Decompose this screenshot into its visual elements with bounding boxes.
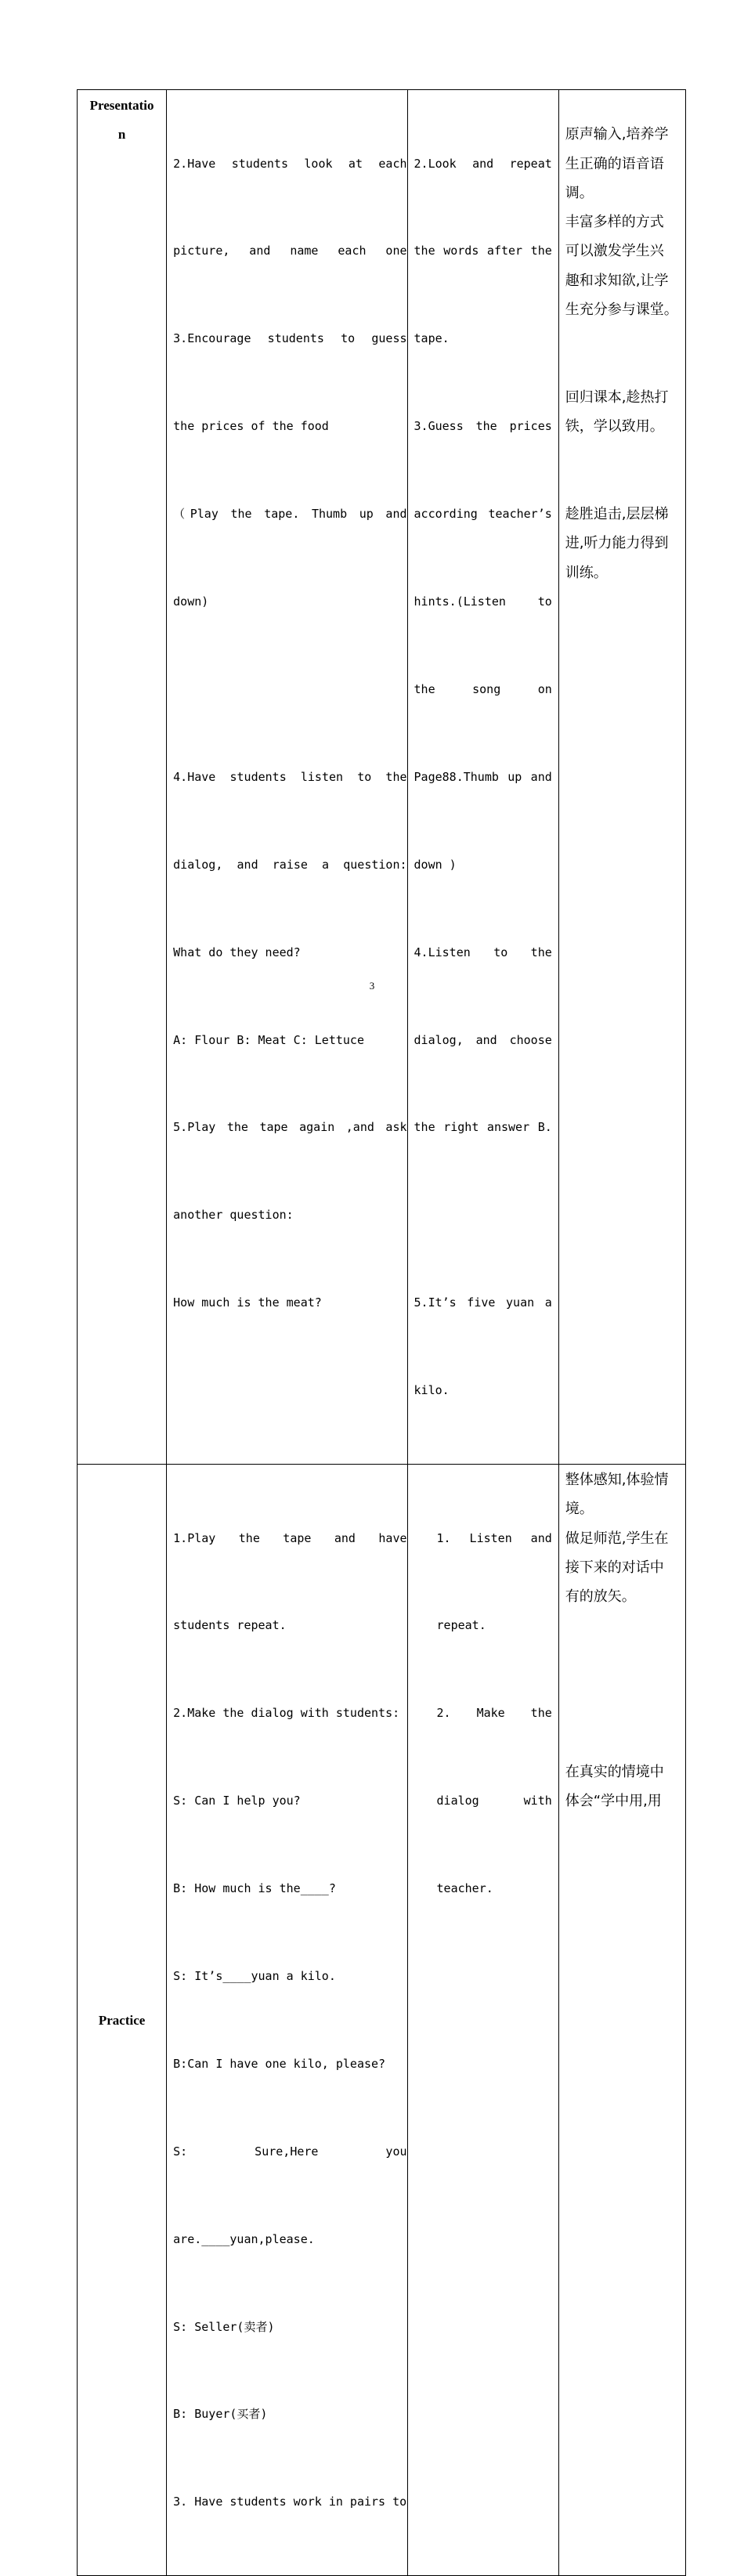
teacher-line: 1.Play the tape and have xyxy=(173,1530,407,1545)
teacher-line xyxy=(173,675,406,704)
purpose-line: 趁胜追击,层层梯 xyxy=(565,506,669,523)
purpose-line: 趣和求知欲,让学 xyxy=(565,272,669,289)
purpose-line xyxy=(565,1611,685,1640)
student-line: 2. Make the xyxy=(436,1706,552,1721)
student-line: repeat. xyxy=(436,1618,486,1633)
student-line: tape. xyxy=(414,331,450,346)
table-row-practice xyxy=(78,1464,686,2575)
student-activity-cell xyxy=(407,90,558,1465)
student-line: 5.It’s five yuan a xyxy=(414,1295,552,1310)
student-line: down ) xyxy=(414,857,457,872)
purpose-line: 境。 xyxy=(565,1501,594,1518)
stage-cell-presentation xyxy=(78,90,167,1465)
teacher-line: the prices of the food xyxy=(173,419,329,434)
student-line: dialog with xyxy=(436,1794,552,1808)
teacher-line: S: Can I help you? xyxy=(173,1794,301,1808)
purpose-line: 进,听力能力得到 xyxy=(565,535,669,552)
table-row-presentation xyxy=(78,90,686,1465)
teacher-line: A: Flour B: Meat C: Lettuce xyxy=(173,1032,364,1047)
stage-label-line: Presentatio xyxy=(89,98,154,113)
purpose-line: 可以激发学生兴 xyxy=(565,243,664,260)
purpose-line: 接下来的对话中 xyxy=(565,1559,664,1576)
student-line: the words after the xyxy=(414,244,552,258)
student-line xyxy=(414,1201,552,1230)
stage-label-line: n xyxy=(117,127,126,142)
student-line: dialog, and choose xyxy=(414,1032,552,1047)
student-line: the right answer B. xyxy=(414,1120,552,1135)
teacher-line: down) xyxy=(173,594,209,609)
student-activity-cell xyxy=(407,1464,558,2575)
purpose-line: 铁，学以致用。 xyxy=(565,418,664,435)
purpose-line: 体会“学中用,用 xyxy=(565,1793,662,1810)
teacher-line: picture, and name each one xyxy=(173,244,407,258)
student-line: teacher. xyxy=(436,1881,493,1896)
teacher-line: （Play the tape. Thumb up and xyxy=(173,507,407,522)
teacher-line: S: Seller(卖者) xyxy=(173,2319,275,2334)
teacher-line: How much is the meat? xyxy=(173,1295,322,1310)
teacher-line: 2.Have students look at each xyxy=(173,156,407,171)
teacher-line: students repeat. xyxy=(173,1618,287,1633)
teacher-line: 3.Encourage students to guess xyxy=(173,331,407,346)
teacher-line: B:Can I have one kilo, please? xyxy=(173,2056,386,2071)
teacher-line: S: Sure,Here you xyxy=(173,2144,407,2159)
teacher-line: What do they need? xyxy=(173,945,301,959)
purpose-line xyxy=(565,471,685,500)
purpose-line: 生正确的语音语 xyxy=(565,155,664,172)
student-line: 2.Look and repeat xyxy=(414,156,552,171)
student-line: kilo. xyxy=(414,1383,450,1398)
student-line: Page88.Thumb up and xyxy=(414,769,552,784)
stage-label-line: Practice xyxy=(98,2012,146,2028)
teacher-line: B: How much is the____? xyxy=(173,1881,336,1896)
stage-cell-practice xyxy=(78,1464,167,2575)
purpose-line xyxy=(565,442,685,471)
purpose-cell xyxy=(558,90,685,1465)
student-line: 4.Listen to the xyxy=(414,945,552,959)
teacher-activity-cell xyxy=(167,1464,407,2575)
student-line: 1. Listen and xyxy=(436,1530,552,1545)
teacher-activity-cell xyxy=(167,90,407,1465)
purpose-line xyxy=(565,324,685,353)
purpose-line: 训练。 xyxy=(565,564,608,581)
purpose-line: 丰富多样的方式 xyxy=(565,214,664,231)
purpose-line: 回归课本,趁热打 xyxy=(565,388,669,406)
teacher-line: B: Buyer(买者) xyxy=(173,2407,268,2422)
lesson-plan-table xyxy=(77,89,686,2576)
teacher-line: 2.Make the dialog with students: xyxy=(173,1706,400,1721)
teacher-line: 3. Have students work in pairs to xyxy=(173,2495,407,2509)
student-line: according teacher’s xyxy=(414,507,552,522)
teacher-line: S: It’s____yuan a kilo. xyxy=(173,1969,336,1983)
purpose-line: 生充分参与课堂。 xyxy=(565,302,678,319)
page-number: 3 xyxy=(369,980,375,992)
purpose-line: 在真实的情境中 xyxy=(565,1763,664,1780)
purpose-line: 整体感知,体验情 xyxy=(565,1471,669,1488)
purpose-line: 原声输入,培养学 xyxy=(565,126,669,143)
student-line: hints.(Listen to xyxy=(414,594,552,609)
purpose-line xyxy=(565,1729,685,1758)
student-line: 3.Guess the prices xyxy=(414,419,552,434)
purpose-line xyxy=(565,1641,685,1670)
teacher-line: 4.Have students listen to the xyxy=(173,769,407,784)
purpose-line xyxy=(565,354,685,383)
teacher-line: dialog, and raise a question: xyxy=(173,857,407,872)
purpose-cell xyxy=(558,1464,685,2575)
purpose-line xyxy=(565,1670,685,1699)
student-line: the song on xyxy=(414,681,552,696)
teacher-line: another question: xyxy=(173,1208,294,1223)
purpose-line xyxy=(565,91,685,120)
purpose-line: 调。 xyxy=(565,184,594,201)
teacher-line: are.____yuan,please. xyxy=(173,2231,315,2246)
purpose-line: 做足师范,学生在 xyxy=(565,1530,669,1547)
purpose-line xyxy=(565,1699,685,1728)
teacher-line: 5.Play the tape again ,and ask xyxy=(173,1120,407,1135)
purpose-line: 有的放矢。 xyxy=(565,1588,636,1606)
